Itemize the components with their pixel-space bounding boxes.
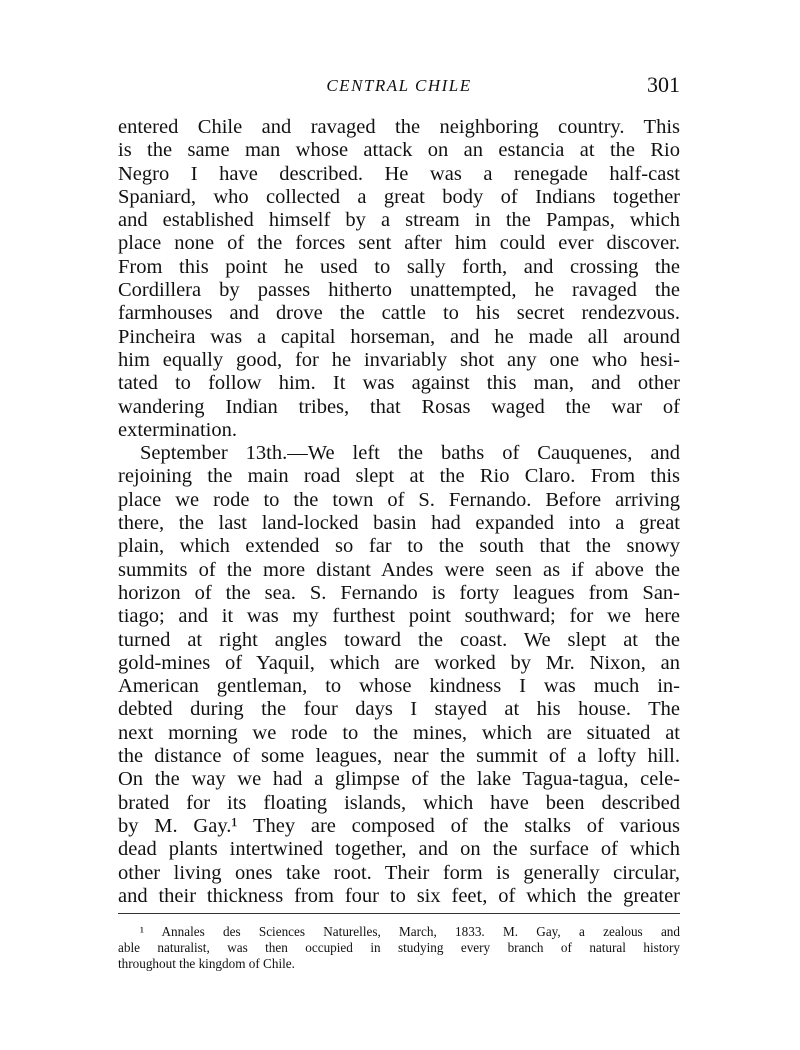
text-line: there, the last land-locked basin had expanded into a great [118, 512, 680, 535]
text-line: summits of the more distant Andes were seen as if above the [118, 558, 680, 581]
text-line: debted during the four days I stayed at his house. The [118, 698, 680, 721]
text-line: Spaniard, who collected a great body of Indians together [118, 185, 680, 208]
footnote [118, 924, 680, 972]
text-line: is the same man whose attack on an estancia at the Rio [118, 139, 680, 162]
text-line: plain, which extended so far to the south that the snowy [118, 535, 680, 558]
text-line: rejoining the main road slept at the Rio Claro. From this [118, 465, 680, 488]
text-line: tated to follow him. It was against this man, and other [118, 372, 680, 395]
text-line: and their thickness from four to six feet, of which the greater [118, 884, 680, 907]
text-line: place we rode to the town of S. Fernando. Before arriving [118, 488, 680, 511]
text-line: other living ones take root. Their form is generally circular, [118, 861, 680, 884]
text-line: turned at right angles toward the coast. We slept at the [118, 628, 680, 651]
footnote-line: ¹ Annales des Sciences Naturelles, March, 1833. M. Gay, a zealous and [140, 924, 680, 939]
text-line: Negro I have described. He was a renegade half-cast [118, 162, 680, 185]
text-line: tiago; and it was my furthest point southward; for we here [118, 605, 680, 628]
text-line: dead plants intertwined together, and on the surface of which [118, 838, 680, 861]
text-line: From this point he used to sally forth, and crossing the [118, 255, 680, 278]
footnote-line: able naturalist, was then occupied in studying every branch of natural history [118, 940, 680, 955]
text-line: extermination. [118, 418, 237, 441]
page-header [118, 72, 680, 102]
text-line: farmhouses and drove the cattle to his secret rendezvous. [118, 302, 680, 325]
text-line: and established himself by a stream in the Pampas, which [118, 209, 680, 232]
text-line: the distance of some leagues, near the summit of a lofty hill. [118, 745, 680, 768]
running-title: CENTRAL CHILE [326, 76, 472, 95]
text-line: him equally good, for he invariably shot any one who hesi- [118, 348, 680, 371]
text-line: Cordillera by passes hitherto unattempted, he ravaged the [118, 279, 680, 302]
footnote-divider [118, 913, 680, 914]
text-line: horizon of the sea. S. Fernando is forty leagues from San- [118, 581, 680, 604]
text-line: next morning we rode to the mines, which are situated at [118, 721, 680, 744]
text-line: September 13th.—We left the baths of Cauquenes, and [140, 442, 680, 465]
footnote-line: throughout the kingdom of Chile. [118, 956, 295, 971]
text-line: gold-mines of Yaquil, which are worked by Mr. Nixon, an [118, 651, 680, 674]
body-text [118, 116, 680, 908]
text-line: brated for its floating islands, which have been described [118, 791, 680, 814]
text-line: On the way we had a glimpse of the lake Tagua-tagua, cele- [118, 768, 680, 791]
page-number: 301 [647, 72, 680, 97]
text-line: wandering Indian tribes, that Rosas waged the war of [118, 395, 680, 418]
text-line: American gentleman, to whose kindness I was much in- [118, 675, 680, 698]
text-line: entered Chile and ravaged the neighboring country. This [118, 116, 680, 138]
text-line: by M. Gay.¹ They are composed of the stalks of various [118, 814, 680, 837]
text-line: Pincheira was a capital horseman, and he made all around [118, 325, 680, 348]
text-line: place none of the forces sent after him could ever discover. [118, 232, 680, 255]
